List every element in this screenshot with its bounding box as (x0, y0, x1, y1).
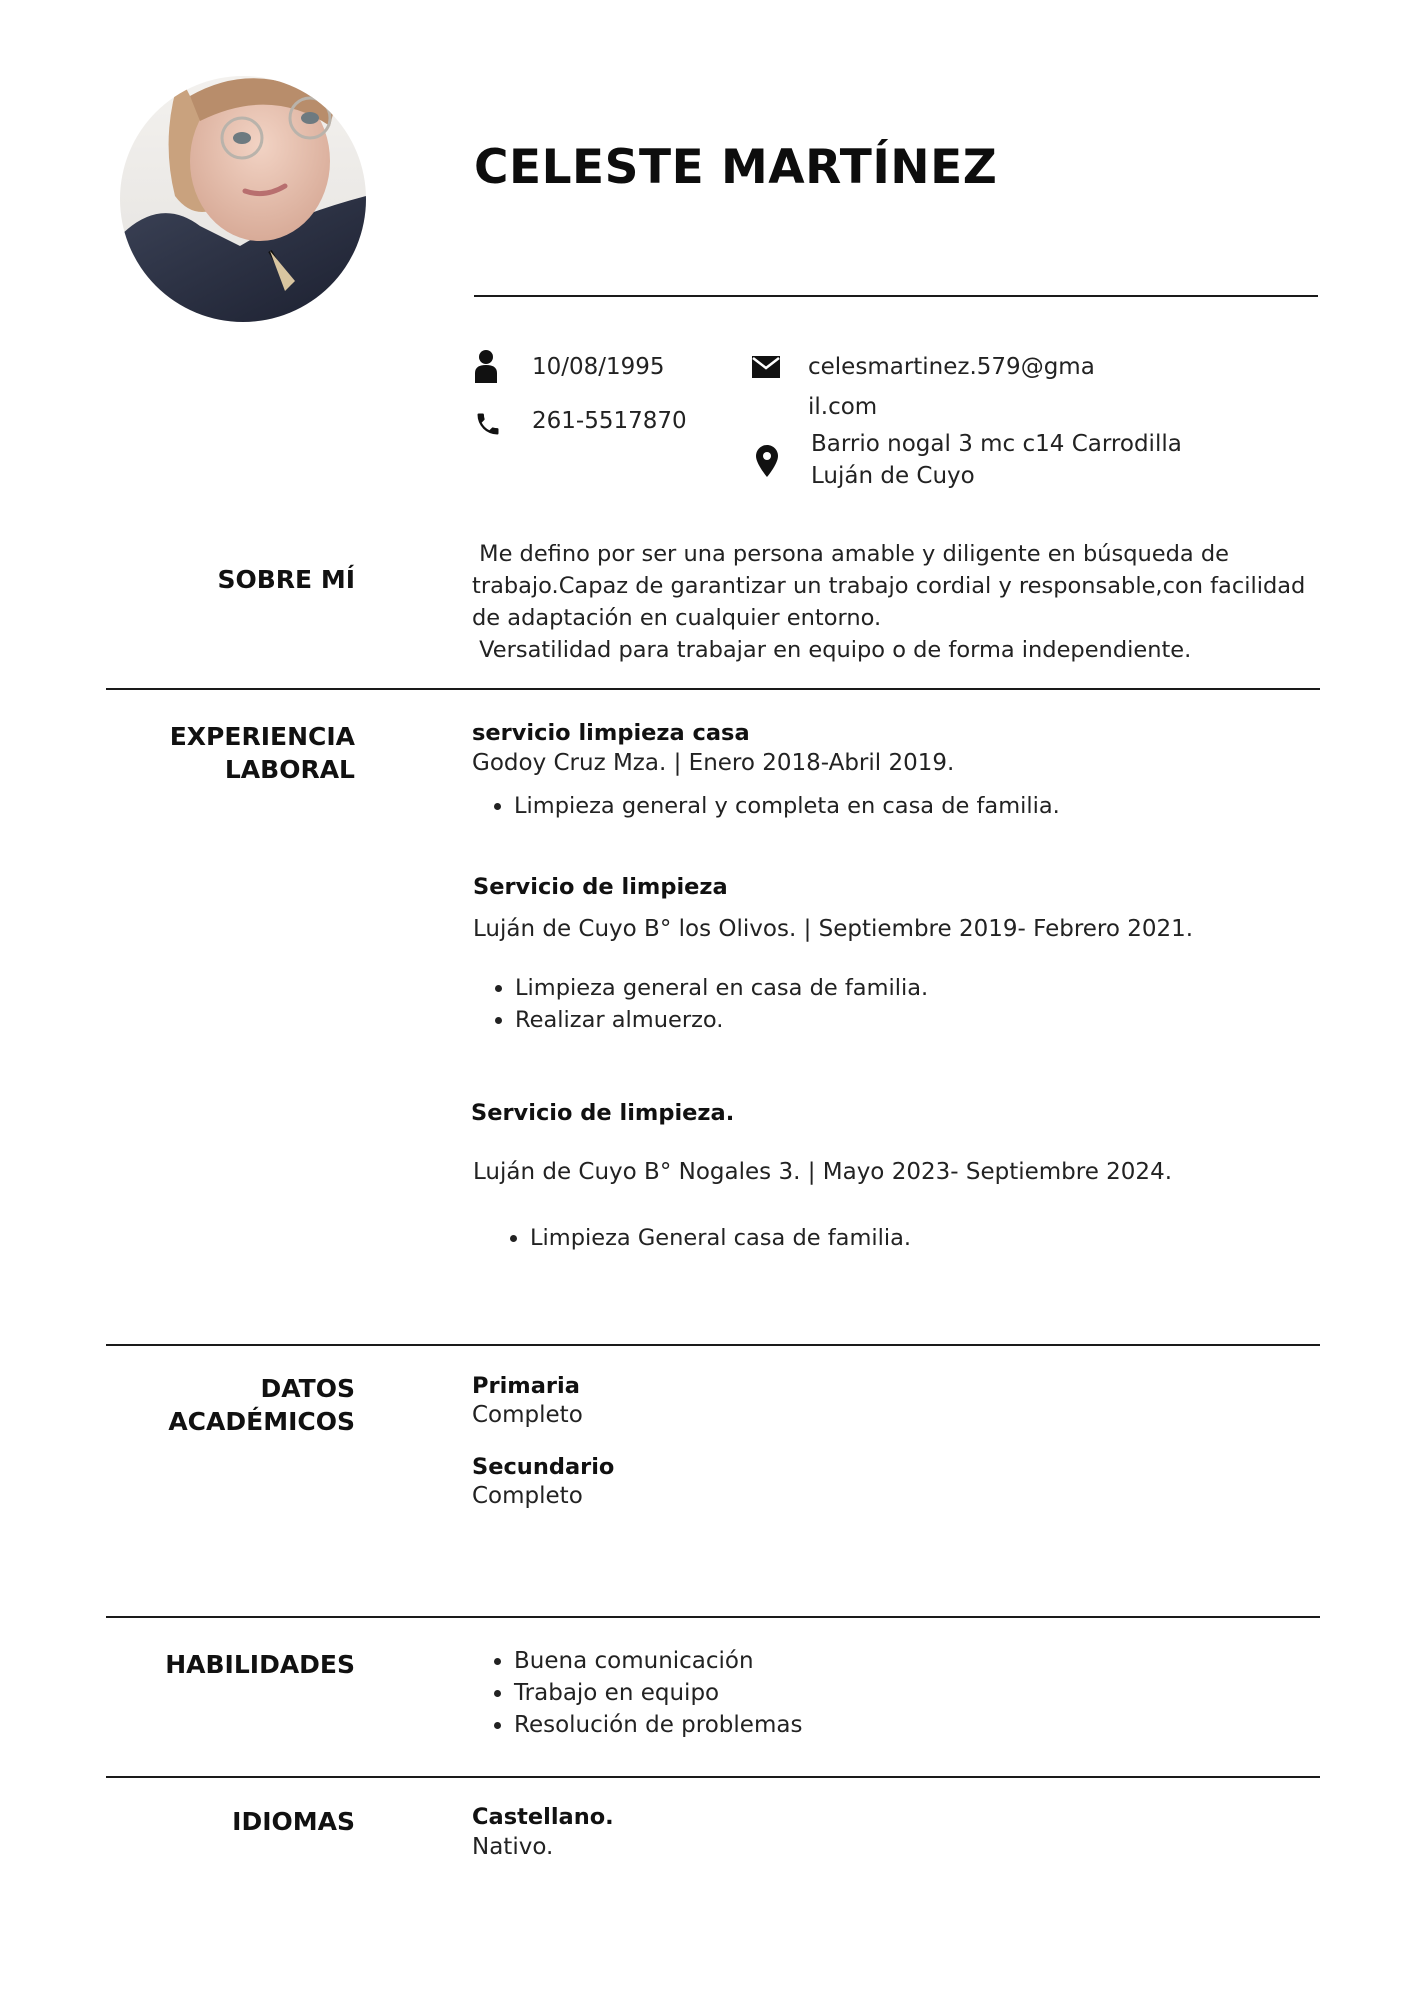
about-line: Versatilidad para trabajar en equipo o de forma independiente. (472, 637, 1192, 663)
language-name: Castellano. (472, 1804, 614, 1830)
section-divider (106, 1776, 1320, 1778)
list-item: • Limpieza general en casa de familia. (515, 972, 928, 1004)
job-bullets (488, 1222, 911, 1254)
list-item: • Trabajo en equipo (514, 1677, 802, 1709)
skills-list (472, 1645, 802, 1741)
job-bullets (472, 790, 1060, 822)
phone-number: 261-5517870 (532, 408, 687, 434)
list-item: • Resolución de problemas (514, 1709, 802, 1741)
section-divider (106, 688, 1320, 690)
job-bullets (473, 972, 928, 1036)
education-status: Completo (472, 1483, 583, 1509)
email-line-2: il.com (808, 394, 878, 420)
envelope-icon (752, 356, 782, 390)
address-line-2: Luján de Cuyo (811, 463, 975, 489)
section-title-about: SOBRE MÍ (217, 565, 355, 594)
education-level: Primaria (472, 1373, 580, 1399)
section-divider (106, 1616, 1320, 1618)
job-subtitle: Luján de Cuyo B° Nogales 3. | Mayo 2023- Septiembre 2024. (473, 1159, 1173, 1185)
header-divider (474, 295, 1318, 297)
job-title: Servicio de limpieza (473, 874, 728, 900)
section-title-line: LABORAL (224, 755, 355, 784)
profile-photo-image (120, 76, 366, 322)
map-pin-icon (756, 445, 786, 479)
section-title-languages: IDIOMAS (232, 1807, 355, 1836)
address-line-1: Barrio nogal 3 mc c14 Carrodilla (811, 431, 1182, 457)
profile-photo (120, 76, 366, 322)
list-item: • Limpieza General casa de familia. (530, 1222, 911, 1254)
about-line: trabajo.Capaz de garantizar un trabajo cordial y responsable,con facilidad (472, 573, 1306, 599)
section-title-line: EXPERIENCIA (169, 722, 355, 751)
full-name: CELESTE MARTÍNEZ (474, 140, 998, 195)
about-line: Me defino por ser una persona amable y diligente en búsqueda de (472, 541, 1229, 567)
email-line-1: celesmartinez.579@gma (808, 354, 1095, 380)
language-level: Nativo. (472, 1834, 554, 1860)
phone-icon (474, 410, 504, 444)
section-title-experience (170, 720, 355, 786)
section-title-skills: HABILIDADES (165, 1650, 355, 1679)
about-line: de adaptación en cualquier entorno. (472, 605, 882, 631)
about-text (472, 538, 1332, 666)
birthdate: 10/08/1995 (532, 354, 665, 380)
education-level: Secundario (472, 1454, 615, 1480)
list-item: • Limpieza general y completa en casa de familia. (514, 790, 1060, 822)
list-item: • Realizar almuerzo. (515, 1004, 928, 1036)
list-item: • Buena comunicación (514, 1645, 802, 1677)
section-title-line: DATOS (260, 1374, 355, 1403)
job-subtitle: Godoy Cruz Mza. | Enero 2018-Abril 2019. (472, 750, 955, 776)
section-divider (106, 1344, 1320, 1346)
section-title-education (168, 1372, 355, 1438)
job-title: servicio limpieza casa (472, 720, 750, 746)
section-title-line: ACADÉMICOS (168, 1407, 355, 1436)
job-subtitle: Luján de Cuyo B° los Olivos. | Septiembre 2019- Febrero 2021. (473, 916, 1194, 942)
education-status: Completo (472, 1402, 583, 1428)
job-title: Servicio de limpieza. (471, 1100, 735, 1126)
person-icon (474, 349, 504, 383)
